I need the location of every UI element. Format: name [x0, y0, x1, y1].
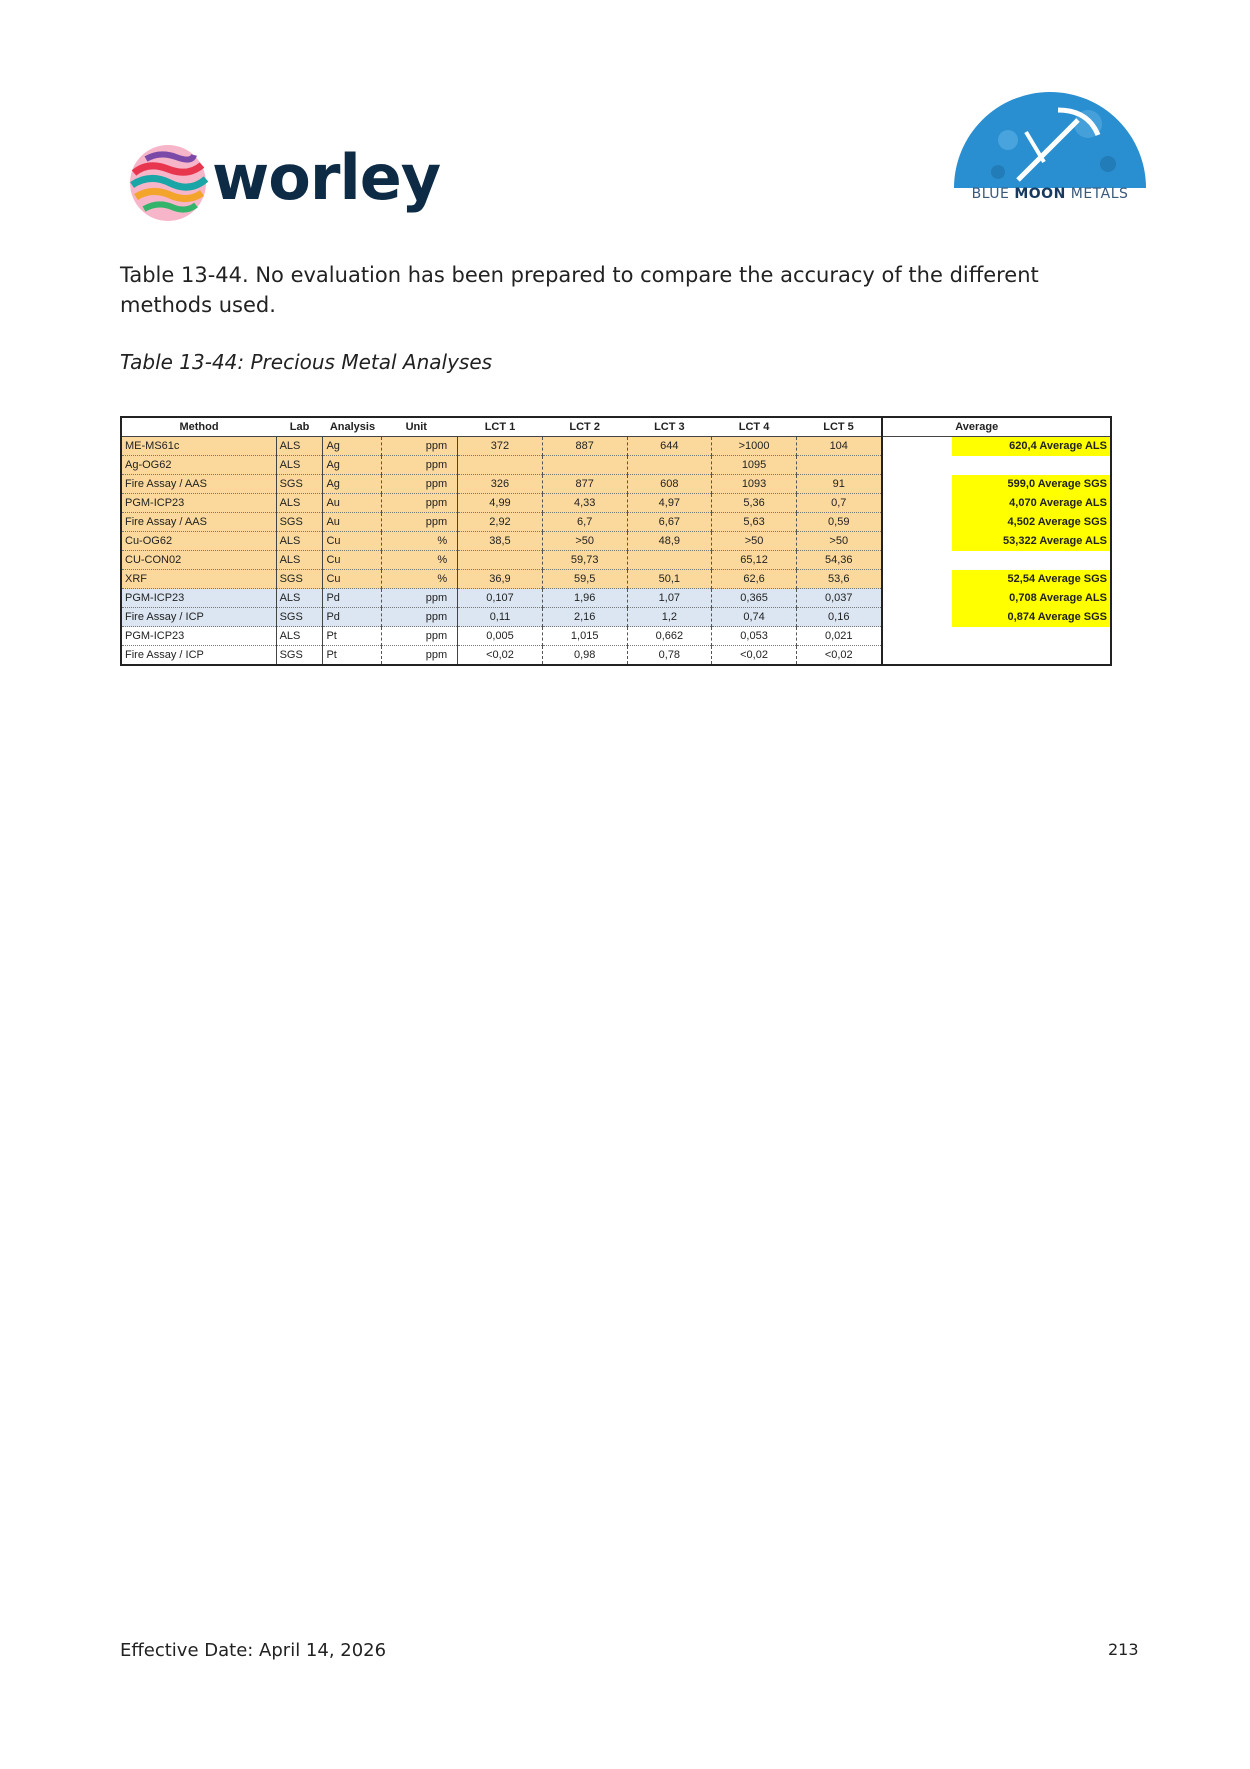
table-body — [121, 437, 1111, 666]
cell-lct2: 2,16 — [542, 608, 627, 627]
blue-moon-metals-wordmark: BLUE MOON METALS — [971, 186, 1129, 202]
cell-lct4: 65,12 — [712, 551, 797, 570]
cell-gap — [882, 532, 953, 551]
cell-lct3 — [627, 551, 712, 570]
cell-lab: ALS — [276, 456, 323, 475]
cell-lct3: 0,78 — [627, 646, 712, 666]
cell-lct2: 59,5 — [542, 570, 627, 589]
cell-gap — [882, 551, 953, 570]
cell-analysis: Pd — [323, 608, 382, 627]
cell-method: XRF — [121, 570, 276, 589]
table-row — [121, 589, 1111, 608]
cell-analysis: Au — [323, 513, 382, 532]
header-lab: Lab — [276, 417, 323, 437]
cell-lab: SGS — [276, 513, 323, 532]
cell-lct5: 54,36 — [796, 551, 881, 570]
cell-analysis: Pt — [323, 646, 382, 666]
cell-method: ME-MS61c — [121, 437, 276, 456]
cell-average — [952, 646, 1111, 666]
cell-method: Fire Assay / AAS — [121, 475, 276, 494]
cell-unit: ppm — [382, 494, 458, 513]
cell-lab: SGS — [276, 570, 323, 589]
header-gap — [882, 417, 953, 437]
cell-method: CU-CON02 — [121, 551, 276, 570]
cell-method: Fire Assay / ICP — [121, 646, 276, 666]
cell-lct5: 0,021 — [796, 627, 881, 646]
cell-lct2: 887 — [542, 437, 627, 456]
cell-lct5: <0,02 — [796, 646, 881, 666]
cell-lct1: 372 — [458, 437, 543, 456]
header-lct3: LCT 3 — [627, 417, 712, 437]
table-row — [121, 532, 1111, 551]
footer-page-number: 213 — [1108, 1640, 1139, 1659]
cell-lab: ALS — [276, 532, 323, 551]
cell-analysis: Cu — [323, 570, 382, 589]
cell-gap — [882, 570, 953, 589]
cell-lct4: <0,02 — [712, 646, 797, 666]
cell-gap — [882, 456, 953, 475]
cell-analysis: Ag — [323, 437, 382, 456]
cell-analysis: Au — [323, 494, 382, 513]
cell-analysis: Ag — [323, 475, 382, 494]
cell-lct3: 1,07 — [627, 589, 712, 608]
cell-lct1: 4,99 — [458, 494, 543, 513]
header-method: Method — [121, 417, 276, 437]
cell-unit: % — [382, 570, 458, 589]
cell-lct2: 59,73 — [542, 551, 627, 570]
cell-unit: ppm — [382, 456, 458, 475]
cell-lct2: 4,33 — [542, 494, 627, 513]
header-lct2: LCT 2 — [542, 417, 627, 437]
header-lct4: LCT 4 — [712, 417, 797, 437]
cell-method: PGM-ICP23 — [121, 589, 276, 608]
cell-lct3: 50,1 — [627, 570, 712, 589]
cell-analysis: Cu — [323, 532, 382, 551]
cell-gap — [882, 608, 953, 627]
table-row — [121, 456, 1111, 475]
cell-lct4: >50 — [712, 532, 797, 551]
cell-lct5: 104 — [796, 437, 881, 456]
cell-unit: ppm — [382, 475, 458, 494]
cell-lct3 — [627, 456, 712, 475]
cell-average — [952, 551, 1111, 570]
cell-lct4: 1095 — [712, 456, 797, 475]
blue-moon-metals-logo — [948, 80, 1152, 212]
cell-lab: SGS — [276, 646, 323, 666]
cell-analysis: Pd — [323, 589, 382, 608]
header-average: Average — [952, 417, 1111, 437]
cell-unit: ppm — [382, 513, 458, 532]
cell-lct4: 0,74 — [712, 608, 797, 627]
cell-lct3: 0,662 — [627, 627, 712, 646]
cell-lct2 — [542, 456, 627, 475]
cell-lct3: 608 — [627, 475, 712, 494]
table-row — [121, 608, 1111, 627]
cell-lab: SGS — [276, 475, 323, 494]
cell-average: 0,874 Average SGS — [952, 608, 1111, 627]
cell-lct4: 5,63 — [712, 513, 797, 532]
header-analysis: Analysis — [323, 417, 382, 437]
header-unit: Unit — [382, 417, 458, 437]
cell-lct1: 0,11 — [458, 608, 543, 627]
cell-lct5 — [796, 456, 881, 475]
cell-lct4: 62,6 — [712, 570, 797, 589]
cell-unit: ppm — [382, 589, 458, 608]
cell-lct1: 36,9 — [458, 570, 543, 589]
cell-gap — [882, 475, 953, 494]
cell-lct2: 877 — [542, 475, 627, 494]
cell-lct3: 48,9 — [627, 532, 712, 551]
table-row — [121, 475, 1111, 494]
cell-lct4: 5,36 — [712, 494, 797, 513]
worley-logo — [128, 138, 468, 228]
cell-lct5: 53,6 — [796, 570, 881, 589]
cell-average: 4,502 Average SGS — [952, 513, 1111, 532]
table-row — [121, 513, 1111, 532]
intro-paragraph: Table 13-44. No evaluation has been prepared to compare the accuracy of the different methods used. — [120, 263, 1039, 317]
cell-lab: SGS — [276, 608, 323, 627]
header-lct5: LCT 5 — [796, 417, 881, 437]
cell-lct5: 0,037 — [796, 589, 881, 608]
cell-gap — [882, 627, 953, 646]
table-row — [121, 437, 1111, 456]
cell-lct5: 0,59 — [796, 513, 881, 532]
precious-metal-analyses-table-container — [120, 416, 1112, 666]
table-row — [121, 570, 1111, 589]
cell-unit: ppm — [382, 646, 458, 666]
cell-analysis: Pt — [323, 627, 382, 646]
cell-lab: ALS — [276, 627, 323, 646]
cell-lct5: >50 — [796, 532, 881, 551]
cell-lct1 — [458, 456, 543, 475]
cell-gap — [882, 513, 953, 532]
cell-lct1: 326 — [458, 475, 543, 494]
cell-unit: ppm — [382, 437, 458, 456]
cell-average: 599,0 Average SGS — [952, 475, 1111, 494]
header-lct1: LCT 1 — [458, 417, 543, 437]
cell-average — [952, 627, 1111, 646]
cell-average: 4,070 Average ALS — [952, 494, 1111, 513]
precious-metal-analyses-table — [120, 416, 1112, 666]
cell-lct1 — [458, 551, 543, 570]
cell-lab: ALS — [276, 494, 323, 513]
cell-lab: ALS — [276, 589, 323, 608]
cell-gap — [882, 494, 953, 513]
table-row — [121, 627, 1111, 646]
cell-lct5: 0,7 — [796, 494, 881, 513]
worley-swirl-icon — [128, 143, 208, 223]
table-row — [121, 646, 1111, 666]
cell-lct2: 6,7 — [542, 513, 627, 532]
worley-wordmark: worley — [212, 141, 441, 214]
cell-analysis: Cu — [323, 551, 382, 570]
cell-lct1: 38,5 — [458, 532, 543, 551]
cell-lct2: 0,98 — [542, 646, 627, 666]
cell-lab: ALS — [276, 551, 323, 570]
cell-lct2: 1,015 — [542, 627, 627, 646]
cell-average: 53,322 Average ALS — [952, 532, 1111, 551]
cell-analysis: Ag — [323, 456, 382, 475]
cell-method: Fire Assay / ICP — [121, 608, 276, 627]
cell-lct5: 91 — [796, 475, 881, 494]
cell-method: Fire Assay / AAS — [121, 513, 276, 532]
cell-lct3: 1,2 — [627, 608, 712, 627]
table-row — [121, 551, 1111, 570]
cell-lct4: >1000 — [712, 437, 797, 456]
cell-lct4: 0,365 — [712, 589, 797, 608]
cell-lct5: 0,16 — [796, 608, 881, 627]
cell-unit: % — [382, 551, 458, 570]
cell-lct1: 2,92 — [458, 513, 543, 532]
cell-gap — [882, 646, 953, 666]
cell-average: 52,54 Average SGS — [952, 570, 1111, 589]
cell-lct4: 1093 — [712, 475, 797, 494]
cell-average — [952, 456, 1111, 475]
cell-average: 620,4 Average ALS — [952, 437, 1111, 456]
cell-lct1: 0,107 — [458, 589, 543, 608]
cell-unit: ppm — [382, 608, 458, 627]
cell-unit: ppm — [382, 627, 458, 646]
cell-lct3: 6,67 — [627, 513, 712, 532]
moon-pickaxe-icon — [948, 80, 1152, 190]
footer-effective-date: Effective Date: April 14, 2026 — [120, 1640, 387, 1661]
cell-lct1: <0,02 — [458, 646, 543, 666]
cell-lct4: 0,053 — [712, 627, 797, 646]
table-row — [121, 494, 1111, 513]
cell-lab: ALS — [276, 437, 323, 456]
cell-method: PGM-ICP23 — [121, 494, 276, 513]
cell-gap — [882, 589, 953, 608]
cell-unit: % — [382, 532, 458, 551]
cell-method: Ag-OG62 — [121, 456, 276, 475]
cell-lct3: 4,97 — [627, 494, 712, 513]
table-header-row — [121, 417, 1111, 437]
cell-gap — [882, 437, 953, 456]
cell-lct2: 1,96 — [542, 589, 627, 608]
cell-lct3: 644 — [627, 437, 712, 456]
cell-average: 0,708 Average ALS — [952, 589, 1111, 608]
table-caption: Table 13-44: Precious Metal Analyses — [120, 350, 493, 374]
cell-method: Cu-OG62 — [121, 532, 276, 551]
cell-lct1: 0,005 — [458, 627, 543, 646]
cell-lct2: >50 — [542, 532, 627, 551]
cell-method: PGM-ICP23 — [121, 627, 276, 646]
